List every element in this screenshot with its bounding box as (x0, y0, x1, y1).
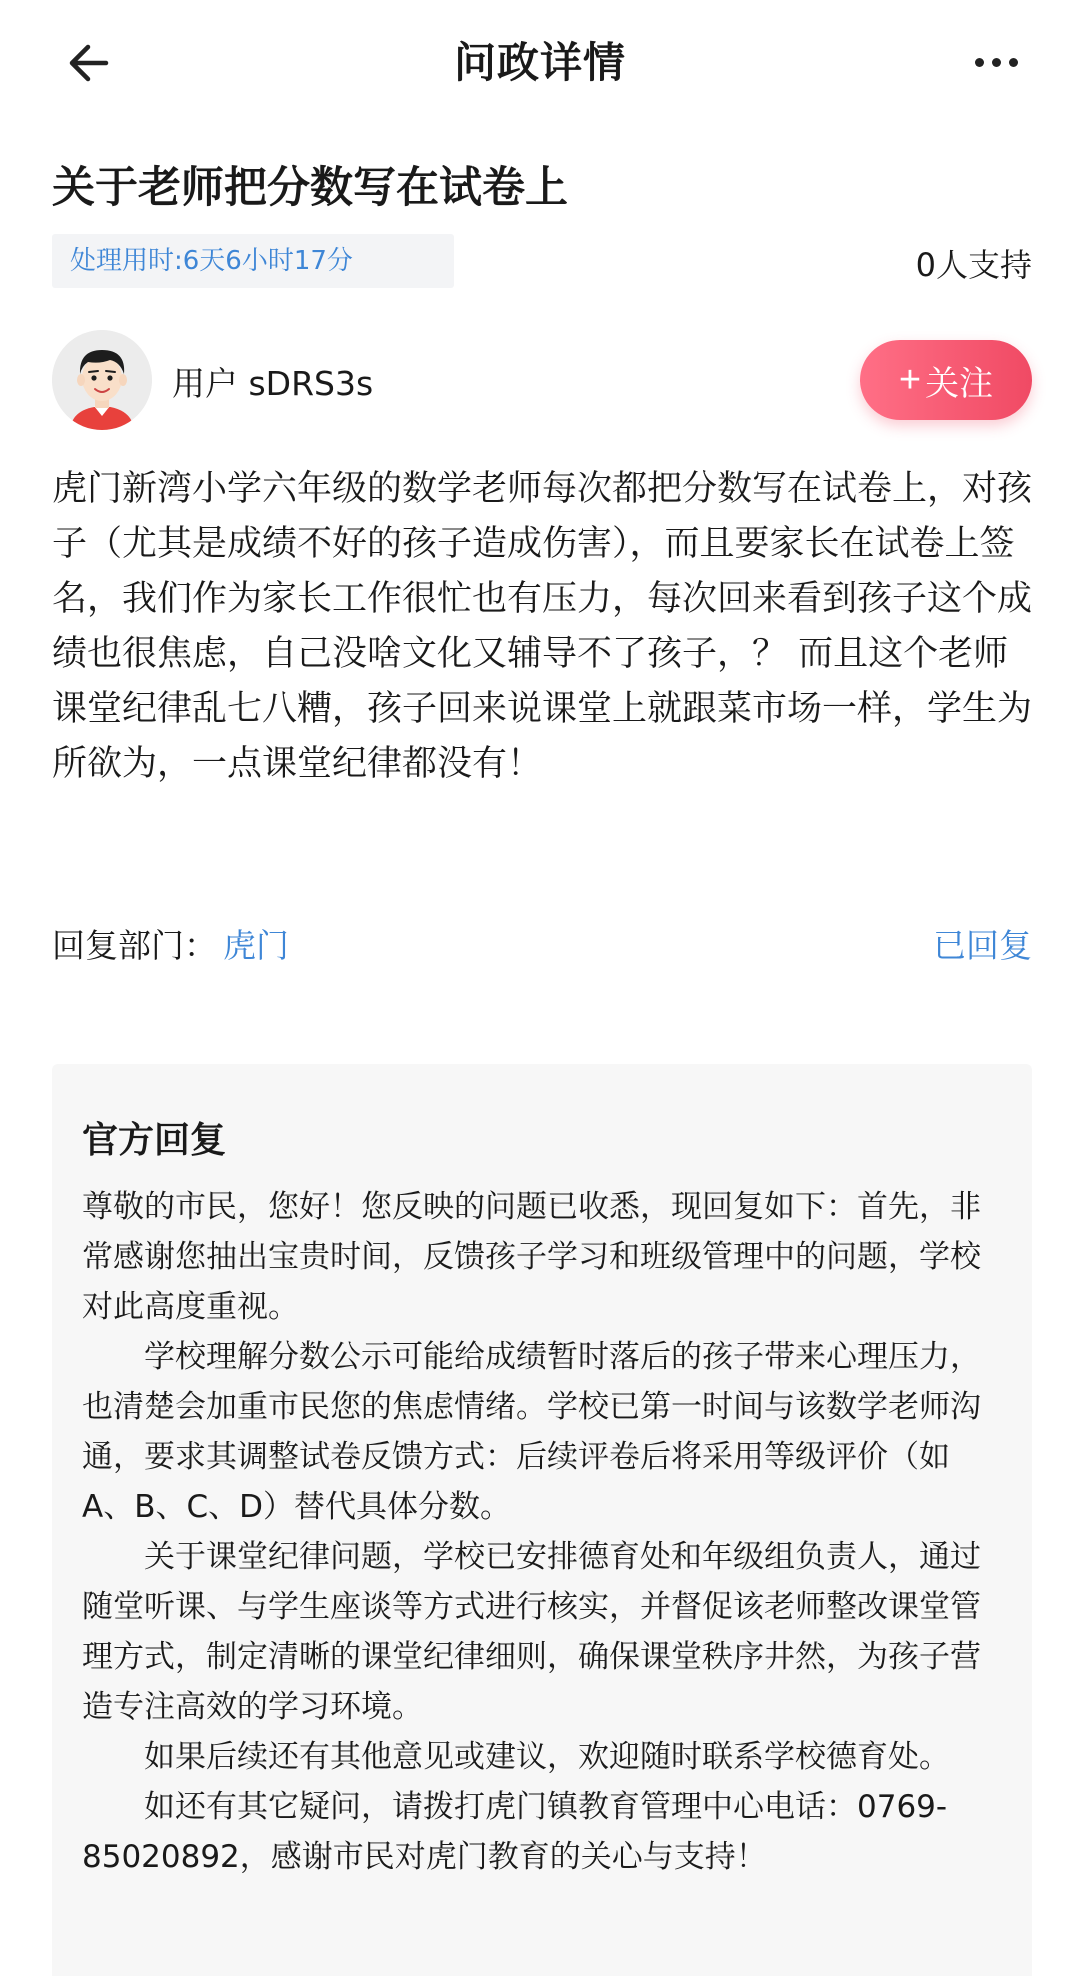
more-button[interactable] (966, 40, 1026, 84)
reply-paragraph: 如还有其它疑问，请拨打虎门镇教育管理中心电话：0769-85020892，感谢市民对虎门教育的关心与支持！ (82, 1789, 948, 1875)
user-avatar-icon (52, 330, 152, 430)
official-reply-heading: 官方回复 (82, 1120, 227, 1161)
department-label: 回复部门： (52, 926, 217, 965)
more-dot (992, 58, 1001, 67)
follow-button[interactable] (860, 340, 1032, 420)
follow-label: 关注 (925, 364, 994, 403)
more-dots-icon (975, 58, 984, 67)
top-nav-bar (0, 0, 1080, 124)
reply-status: 已回复 (933, 926, 1032, 965)
support-count: 0人支持 (915, 246, 1032, 284)
post-title: 关于老师把分数写在试卷上 (52, 163, 568, 213)
avatar[interactable] (52, 330, 152, 430)
post-content: 虎门新湾小学六年级的数学老师每次都把分数写在试卷上，对孩子（尤其是成绩不好的孩子造成伤害），而且要家长在试卷上签名，我们作为家长工作很忙也有压力，每次回来看到孩子这个成绩也很焦虑，自己没啥文化又辅导不了孩子，？ 而且这个老师课堂纪律乱七八糟，孩子回来说课堂上就跟菜市场一样，学生为所欲为，一点课堂纪律都没有！ (52, 469, 1033, 784)
processing-time-badge: 处理用时:6天6小时17分 (52, 234, 454, 288)
reply-paragraph: 如果后续还有其他意见或建议，欢迎随时联系学校德育处。 (144, 1739, 950, 1775)
reply-paragraph: 学校理解分数公示可能给成绩暂时落后的孩子带来心理压力，也清楚会加重市民您的焦虑情绪。学校已第一时间与该数学老师沟通，要求其调整试卷反馈方式：后续评卷后将采用等级评价（如A、B、C、D）替代具体分数。 (82, 1339, 981, 1525)
more-dot (1009, 58, 1018, 67)
page-title: 问政详情 (453, 38, 626, 87)
official-reply-body (82, 1182, 1002, 1882)
username[interactable]: 用户 sDRS3s (172, 364, 374, 403)
reply-paragraph: 关于课堂纪律问题，学校已安排德育处和年级组负责人，通过随堂听课、与学生座谈等方式进行核实，并督促该老师整改课堂管理方式，制定清晰的课堂纪律细则，确保课堂秩序井然，为孩子营造专注高效的学习环境。 (82, 1539, 981, 1725)
department-row (52, 920, 1032, 970)
plus-icon: + (898, 358, 922, 401)
department-link[interactable]: 虎门 (223, 926, 289, 965)
official-reply-card (52, 1064, 1032, 1976)
reply-paragraph: 尊敬的市民，您好！您反映的问题已收悉，现回复如下：首先，非常感谢您抽出宝贵时间，反馈孩子学习和班级管理中的问题，学校对此高度重视。 (82, 1189, 981, 1325)
